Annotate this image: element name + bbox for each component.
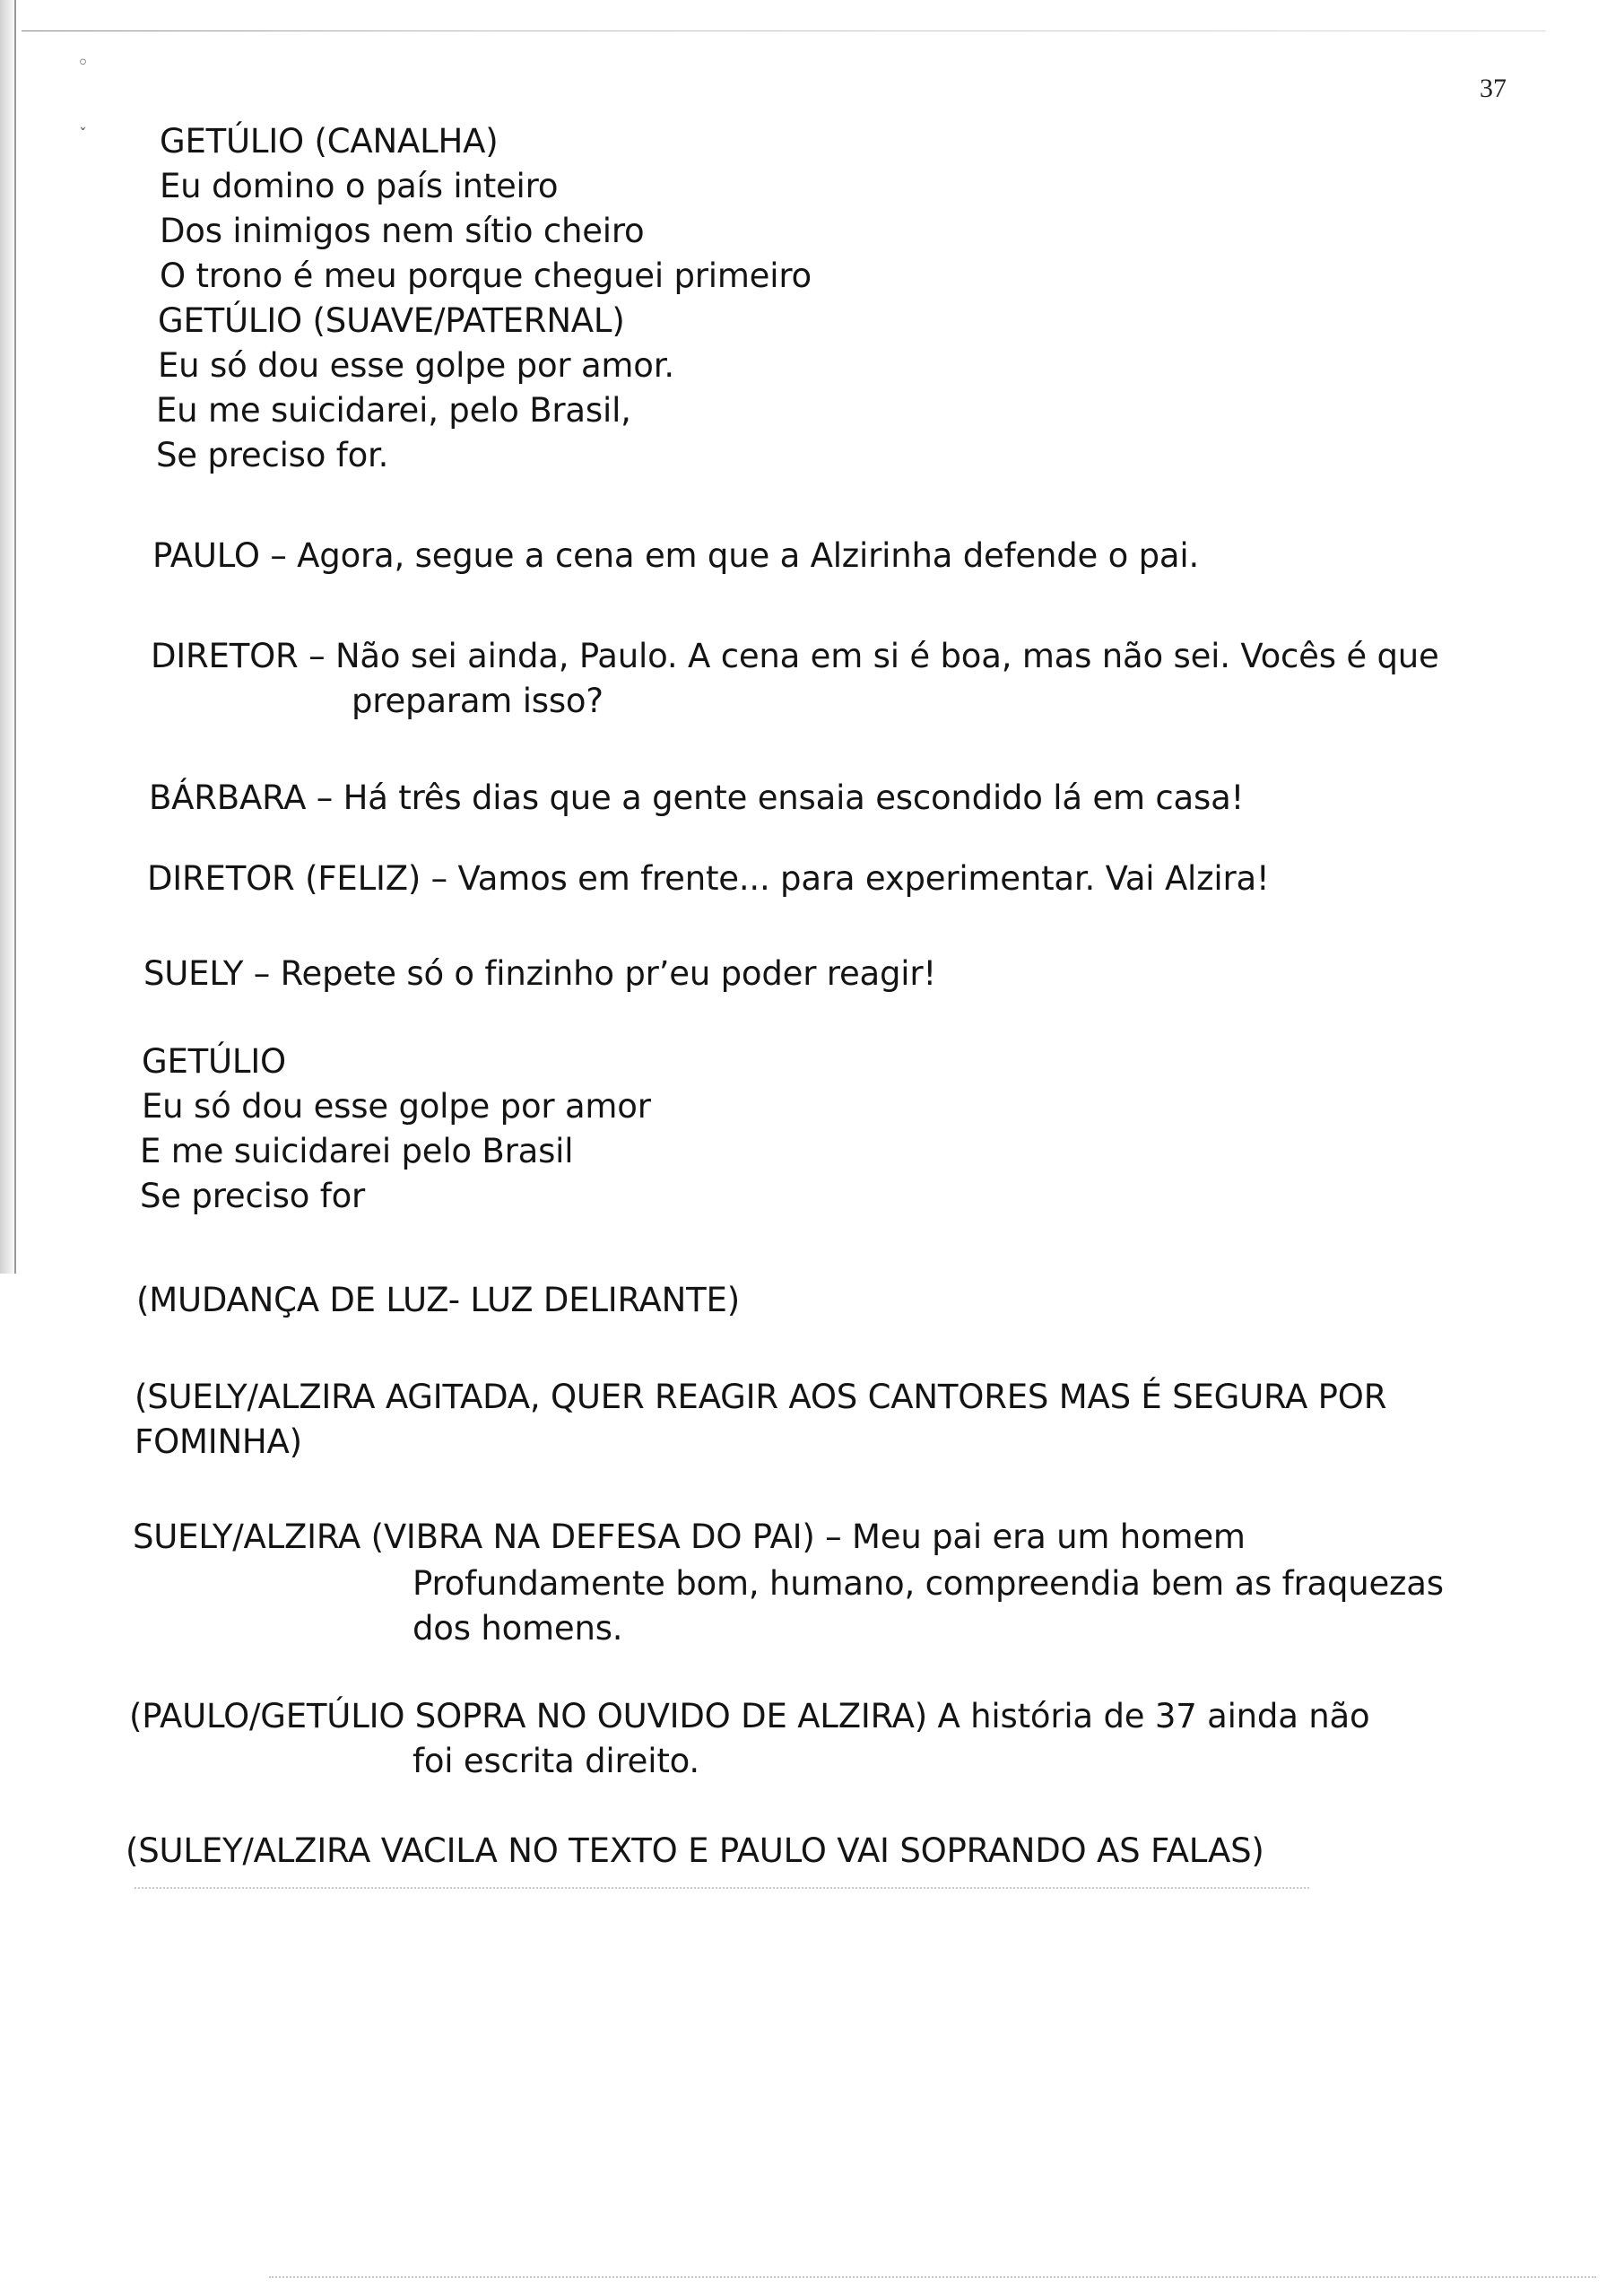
script-line: FOMINHA) bbox=[135, 1422, 302, 1461]
scan-speck-icon: ˇ bbox=[79, 126, 87, 144]
page-number: 37 bbox=[1480, 74, 1507, 103]
script-line: SUELY – Repete só o finzinho pr’eu poder reagir! bbox=[143, 954, 937, 993]
script-line: DIRETOR (FELIZ) – Vamos em frente... para experimentar. Vai Alzira! bbox=[147, 859, 1270, 898]
script-line: Eu só dou esse golpe por amor bbox=[142, 1087, 651, 1126]
script-line: (SUELY/ALZIRA AGITADA, QUER REAGIR AOS CANTORES MAS É SEGURA POR bbox=[135, 1378, 1387, 1416]
script-line: PAULO – Agora, segue a cena em que a Alzirinha defende o pai. bbox=[152, 536, 1200, 575]
script-line: Dos inimigos nem sítio cheiro bbox=[160, 212, 645, 250]
script-line: Eu domino o país inteiro bbox=[160, 167, 559, 205]
script-line: (SULEY/ALZIRA VACILA NO TEXTO E PAULO VAI SOPRANDO AS FALAS) bbox=[126, 1831, 1264, 1870]
script-line: Profundamente bom, humano, compreendia bem as fraquezas bbox=[413, 1564, 1444, 1603]
script-line: (MUDANÇA DE LUZ- LUZ DELIRANTE) bbox=[136, 1281, 740, 1319]
script-line: BÁRBARA – Há três dias que a gente ensaia escondido lá em casa! bbox=[149, 778, 1245, 817]
script-line: E me suicidarei pelo Brasil bbox=[140, 1132, 574, 1170]
script-line: GETÚLIO (SUAVE/PATERNAL) bbox=[158, 301, 625, 340]
script-line: SUELY/ALZIRA (VIBRA NA DEFESA DO PAI) – Meu pai era um homem bbox=[133, 1518, 1246, 1556]
script-line: foi escrita direito. bbox=[413, 1742, 699, 1780]
scan-speck-icon: ◦ bbox=[77, 52, 89, 74]
script-line: (PAULO/GETÚLIO SOPRA NO OUVIDO DE ALZIRA) A história de 37 ainda não bbox=[129, 1697, 1370, 1735]
scan-dotted-line bbox=[269, 2276, 1596, 2280]
script-line: dos homens. bbox=[413, 1609, 623, 1648]
script-line: GETÚLIO (CANALHA) bbox=[160, 122, 499, 161]
scan-dotted-line bbox=[135, 1887, 1309, 1891]
script-line: Eu só dou esse golpe por amor. bbox=[158, 346, 674, 385]
script-line: preparam isso? bbox=[352, 682, 604, 720]
script-line: Eu me suicidarei, pelo Brasil, bbox=[156, 391, 631, 430]
top-rule bbox=[22, 30, 1546, 31]
script-line: DIRETOR – Não sei ainda, Paulo. A cena em si é boa, mas não sei. Vocês é que bbox=[151, 637, 1439, 675]
script-line: Se preciso for. bbox=[156, 436, 389, 474]
script-line: O trono é meu porque cheguei primeiro bbox=[160, 257, 812, 295]
binding-edge bbox=[14, 0, 16, 1274]
script-line: Se preciso for bbox=[140, 1177, 366, 1215]
script-line: GETÚLIO bbox=[142, 1042, 286, 1081]
